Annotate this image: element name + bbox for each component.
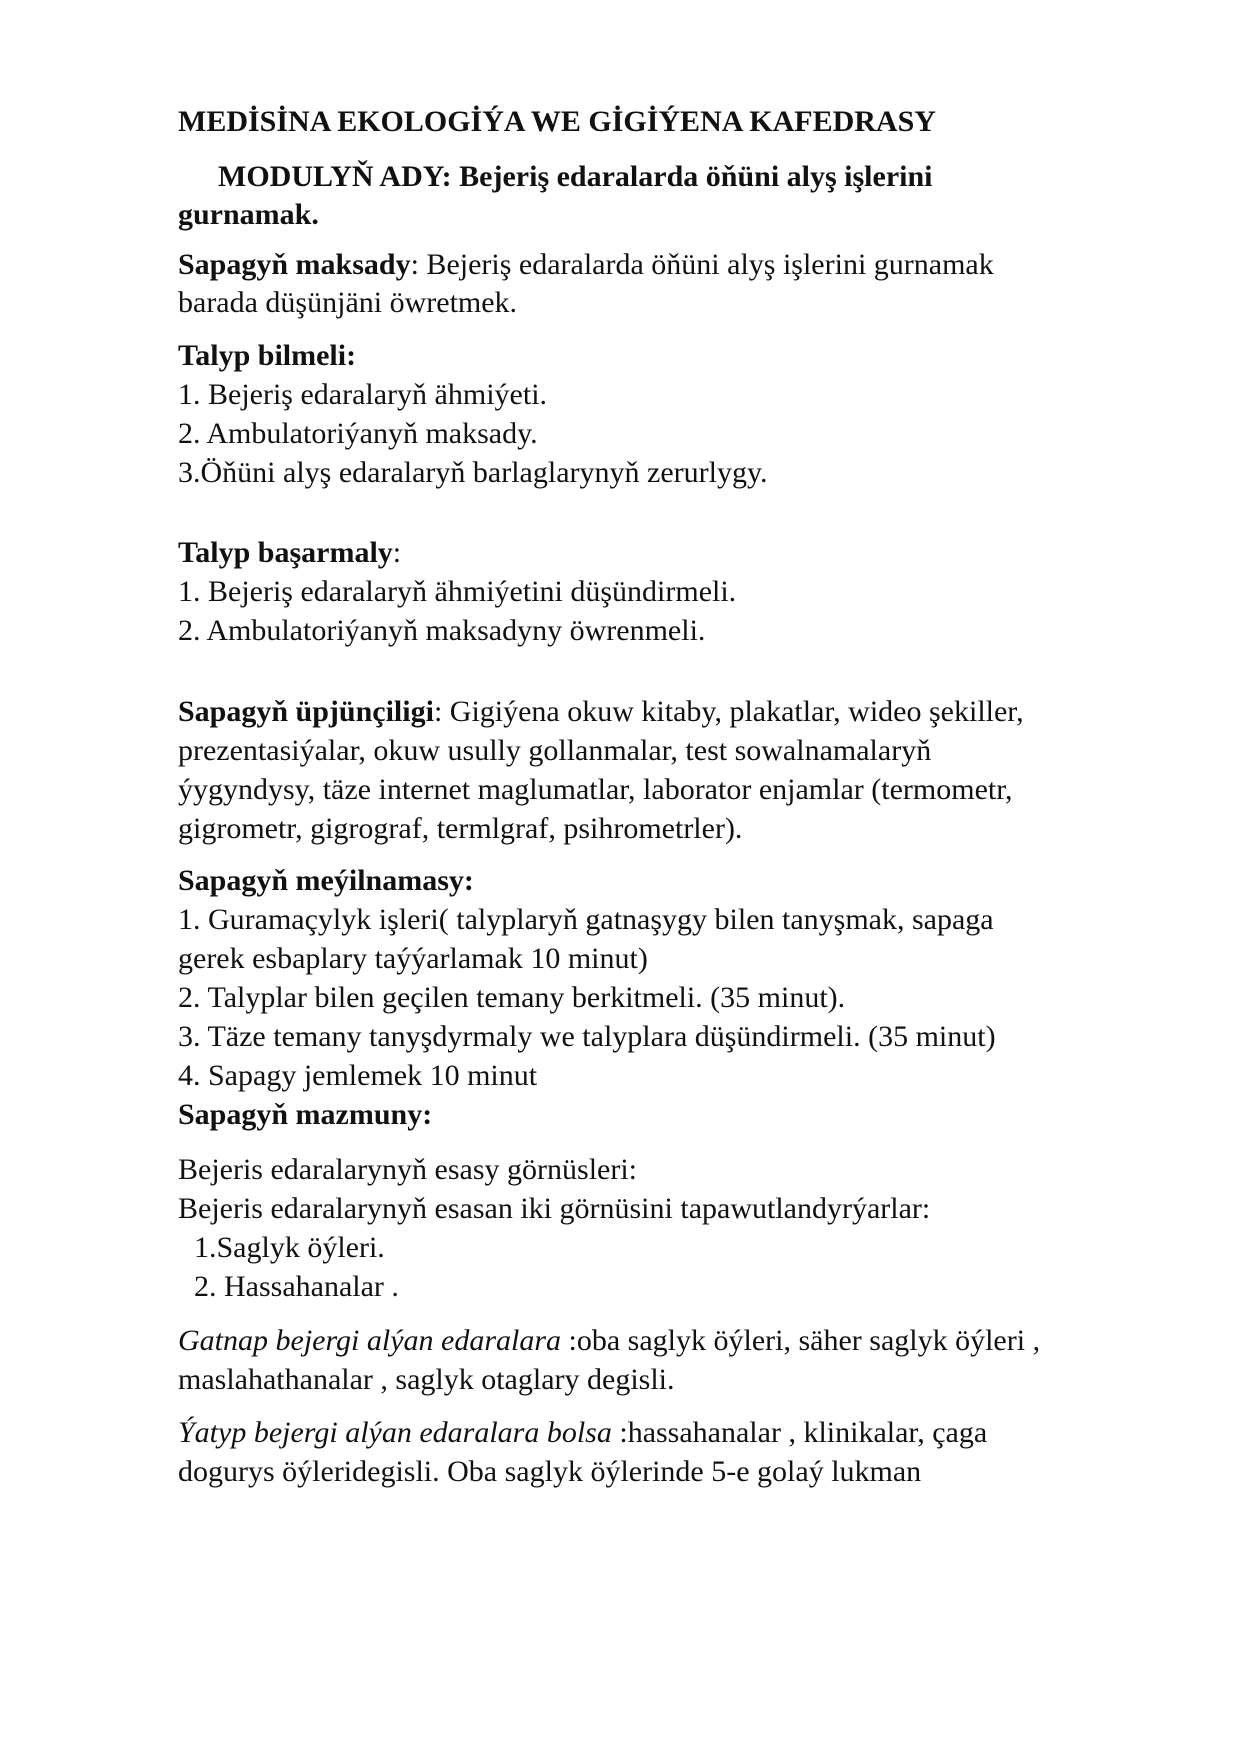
department-title: MEDİSİNA EKOLOGİÝA WE GİGİÝENA KAFEDRASY: [178, 105, 936, 138]
aim-line2: barada düşünjäni öwretmek.: [178, 286, 518, 319]
equipment-line: ýygyndysy, täze internet maglumatlar, laborator enjamlar (termometr,: [178, 773, 1013, 806]
content-intro: Bejeris edaralarynyň esasan iki görnüsini tapawutlandyrýarlar:: [178, 1192, 931, 1225]
inpatient-text: :hassahanalar , klinikalar, çaga: [611, 1416, 988, 1449]
should-know-item: 3.Öňüni alyş edaralaryň barlaglarynyň zerurlygy.: [178, 456, 768, 489]
equipment-line1: [178, 692, 1024, 732]
should-do-item: 1. Bejeriş edaralaryň ähmiýetini düşündirmeli.: [178, 575, 737, 608]
aim-label: Sapagyň maksady: [178, 248, 411, 281]
content-heading: Sapagyň mazmuny:: [178, 1098, 433, 1131]
outpatient-term: Gatnap bejergi alýan edaralara: [178, 1324, 562, 1357]
inpatient-term: Ýatyp bejergi alýan edaralara bolsa: [178, 1416, 612, 1449]
equipment-label: Sapagyň üpjünçiligi: [178, 695, 434, 728]
outpatient-line1: [178, 1321, 1040, 1361]
aim-line1: [178, 245, 994, 285]
equipment-text: : Gigiýena okuw kitaby, plakatlar, wideo şekiller,: [433, 695, 1024, 728]
should-do-colon: :: [392, 536, 402, 569]
should-know-heading: Talyp bilmeli:: [178, 339, 357, 372]
module-label: MODULYŇ ADY:: [218, 160, 452, 193]
should-know-item: 1. Bejeriş edaralaryň ähmiýeti.: [178, 378, 548, 411]
module-title-text: Bejeriş edaralarda öňüni alyş işlerini: [451, 160, 933, 193]
facility-type: 1.Saglyk öýleri.: [194, 1231, 385, 1264]
should-do-heading-line: [178, 533, 401, 573]
facility-type: 2. Hassahanalar .: [194, 1270, 399, 1303]
module-title-line1: [218, 157, 933, 197]
should-know-item: 2. Ambulatoriýanyň maksady.: [178, 417, 538, 450]
inpatient-line1: [178, 1413, 987, 1453]
plan-item: gerek esbaplary taýýarlamak 10 minut): [178, 942, 648, 975]
plan-item: 4. Sapagy jemlemek 10 minut: [178, 1059, 538, 1092]
module-title-line2: gurnamak.: [178, 198, 319, 231]
plan-item: 1. Guramaçylyk işleri( talyplaryň gatnaşygy bilen tanyşmak, sapaga: [178, 903, 994, 936]
plan-item: 2. Talyplar bilen geçilen temany berkitmeli. (35 minut).: [178, 981, 846, 1014]
plan-heading: Sapagyň meýilnamasy:: [178, 864, 474, 897]
outpatient-line2: maslahathanalar , saglyk otaglary degisli.: [178, 1363, 675, 1396]
equipment-line: gigrometr, gigrograf, termlgraf, psihrometrler).: [178, 812, 743, 845]
should-do-item: 2. Ambulatoriýanyň maksadyny öwrenmeli.: [178, 614, 706, 647]
content-intro: Bejeris edaralarynyň esasy görnüsleri:: [178, 1153, 638, 1186]
inpatient-line2: dogurys öýleridegisli. Oba saglyk öýlerinde 5-e golaý lukman: [178, 1455, 922, 1488]
plan-item: 3. Täze temany tanyşdyrmaly we talyplara düşündirmeli. (35 minut): [178, 1020, 996, 1053]
outpatient-text: :oba saglyk öýleri, säher saglyk öýleri ,: [561, 1324, 1041, 1357]
should-do-heading: Talyp başarmaly: [178, 536, 393, 569]
aim-text: : Bejeriş edaralarda öňüni alyş işlerini gurnamak: [410, 248, 994, 281]
equipment-line: prezentasiýalar, okuw usully gollanmalar, test sowalnamalaryň: [178, 734, 932, 767]
